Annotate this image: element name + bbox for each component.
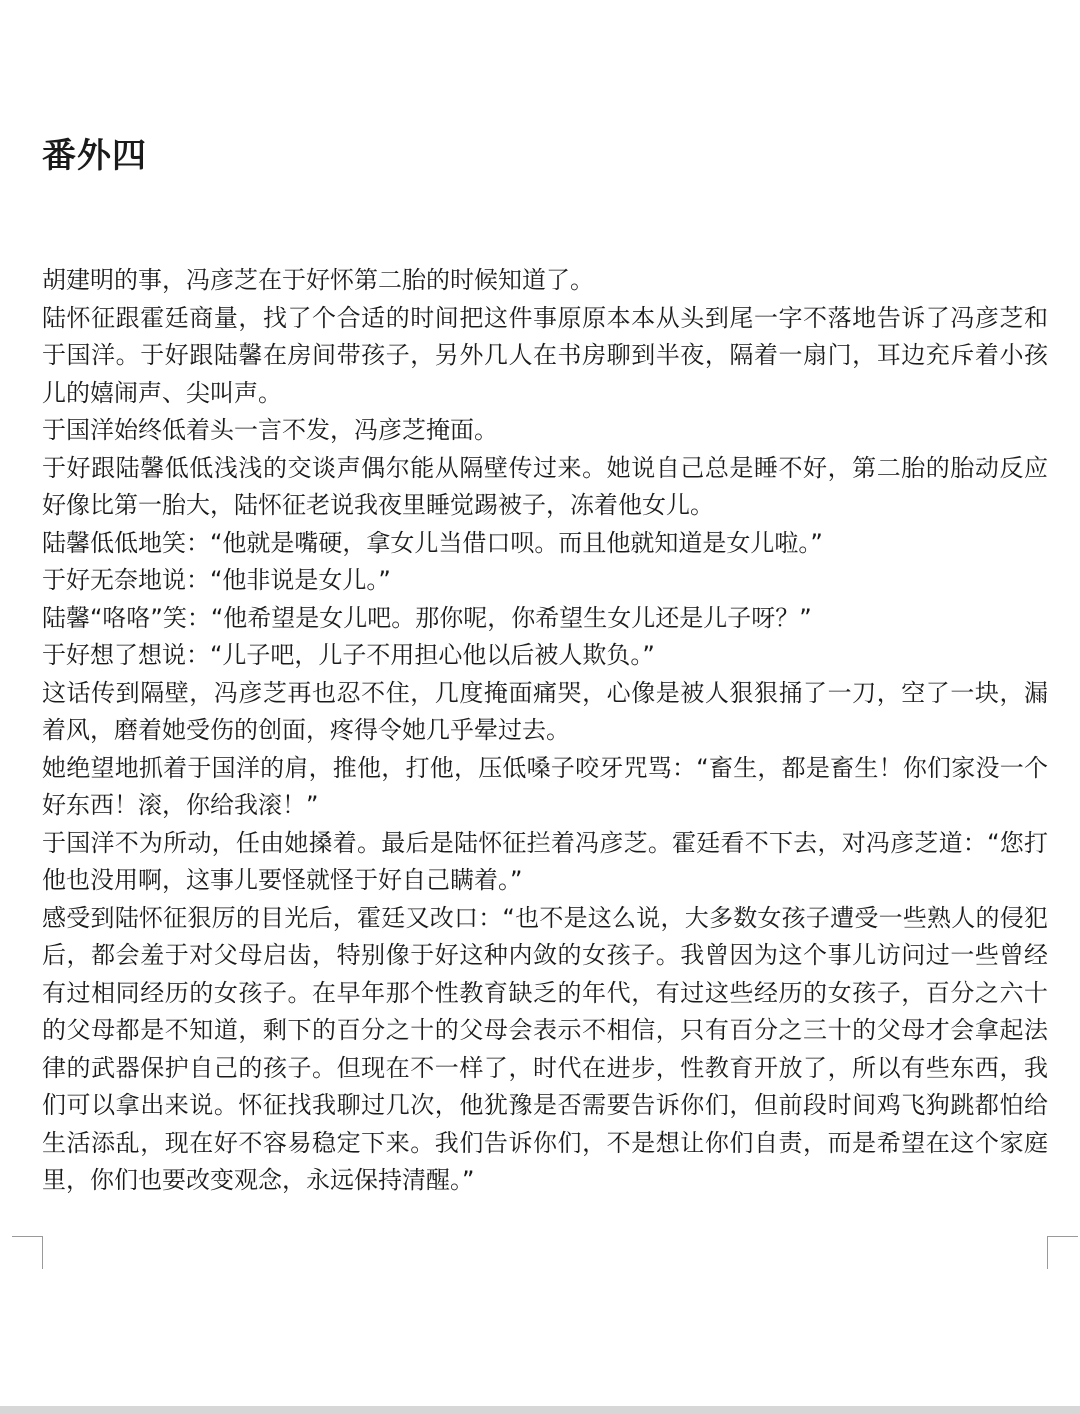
paragraph: 感受到陆怀征狠厉的目光后，霍廷又改口：“也不是这么说，大多数女孩子遭受一些熟人的侵犯后，都会羞于对父母启齿，特别像于好这种内敛的女孩子。我曾因为这个事儿访问过一些曾经有过相同经历的女孩子。在早年那个性教育缺乏的年代，有过这些经历的女孩子，百分之六十的父母都是不知道，剩下的百分之十的父母会表示不相信，只有百分之三十的父母才会拿起法律的武器保护自己的孩子。但现在不一样了，时代在进步，性教育开放了，所以有些东西，我们可以拿出来说。怀征找我聊过几次，他犹豫是否需要告诉你们，但前段时间鸡飞狗跳都怕给生活添乱，现在好不容易稳定下来。我们告诉你们，不是想让你们自责，而是希望在这个家庭里，你们也要改变观念，永远保持清醒。” — [42, 903, 1048, 1194]
body-text — [42, 262, 1048, 1200]
paragraph: 于好跟陆馨低低浅浅的交谈声偶尔能从隔壁传过来。她说自己总是睡不好，第二胎的胎动反应好像比第一胎大，陆怀征老说我夜里睡觉踢被子，冻着他女儿。 — [42, 453, 1048, 519]
paragraph: 陆怀征跟霍廷商量，找了个合适的时间把这件事原原本本从头到尾一字不落地告诉了冯彦芝和于国洋。于好跟陆馨在房间带孩子，另外几人在书房聊到半夜，隔着一扇门，耳边充斥着小孩儿的嬉闹声、尖叫声。 — [42, 303, 1048, 407]
paragraph: 这话传到隔壁，冯彦芝再也忍不住，几度掩面痛哭，心像是被人狠狠捅了一刀，空了一块，漏着风，磨着她受伤的创面，疼得令她几乎晕过去。 — [42, 678, 1048, 744]
paragraph: 于好想了想说：“儿子吧，儿子不用担心他以后被人欺负。” — [42, 641, 655, 669]
paragraph: 她绝望地抓着于国洋的肩，推他，打他，压低嗓子咬牙咒骂：“畜生，都是畜生！你们家没一个好东西！滚，你给我滚！” — [42, 753, 1048, 819]
paragraph: 于好无奈地说：“他非说是女儿。” — [42, 566, 391, 594]
page-corner-mark-left — [12, 1236, 43, 1269]
page-title: 番外四 — [42, 136, 147, 176]
paragraph: 胡建明的事，冯彦芝在于好怀第二胎的时候知道了。 — [42, 266, 594, 294]
paragraph: 于国洋不为所动，任由她搡着。最后是陆怀征拦着冯彦芝。霍廷看不下去，对冯彦芝道：“您打他也没用啊，这事儿要怪就怪于好自己瞒着。” — [42, 828, 1048, 894]
paragraph: 于国洋始终低着头一言不发，冯彦芝掩面。 — [42, 416, 498, 444]
paragraph: 陆馨“咯咯”笑：“他希望是女儿吧。那你呢，你希望生女儿还是儿子呀？” — [42, 603, 812, 632]
paragraph: 陆馨低低地笑：“他就是嘴硬，拿女儿当借口呗。而且他就知道是女儿啦。” — [42, 528, 823, 557]
page-corner-mark-right — [1047, 1236, 1078, 1269]
page-bottom-edge — [0, 1406, 1080, 1414]
